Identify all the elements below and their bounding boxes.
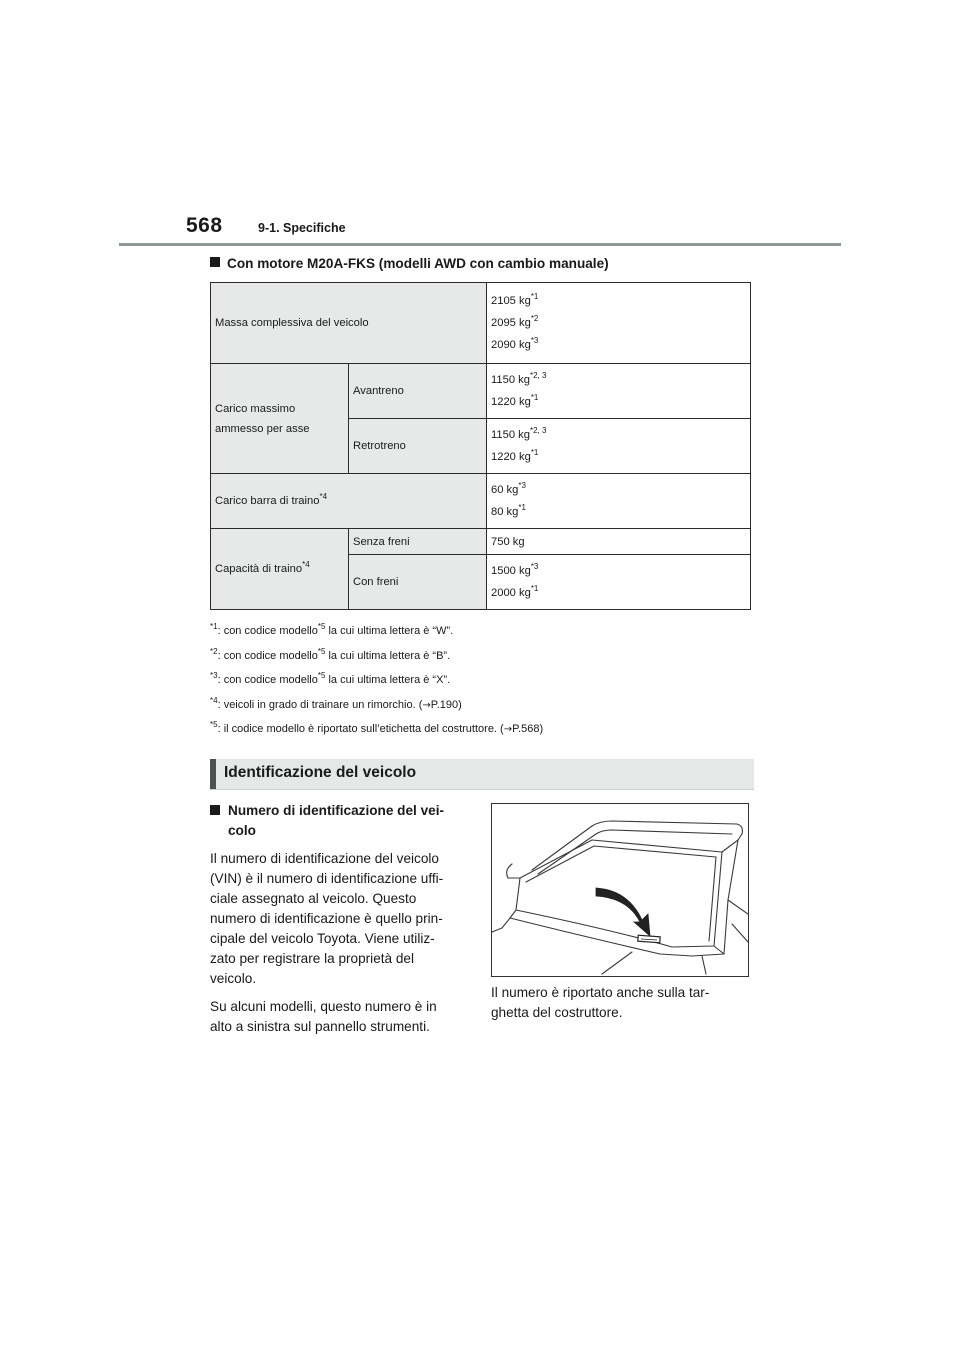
table-row bbox=[211, 283, 751, 364]
unbraked-value: 750 kg bbox=[487, 529, 751, 555]
page-number: 568 bbox=[186, 214, 223, 237]
page-reference-link[interactable]: P.190) bbox=[430, 698, 462, 711]
front-axle-label: Avantreno bbox=[349, 364, 487, 419]
value-line: 2000 kg$^{*1}$ bbox=[491, 584, 539, 599]
footnote: $^{*5}$: il codice modello è riportato sull’etichetta del costruttore. (→P.568) bbox=[210, 720, 544, 735]
spec-subheading bbox=[210, 256, 609, 271]
footnote: $^{*3}$: con codice modello$^{*5}$ la cui ultima lettera è “X”. bbox=[210, 671, 451, 686]
value-line: 2090 kg$^{*3}$ bbox=[491, 336, 539, 351]
tow-bar-values bbox=[487, 474, 751, 529]
gross-mass-label: Massa complessiva del veicolo bbox=[211, 283, 487, 364]
rear-axle-label: Retrotreno bbox=[349, 419, 487, 474]
vin-subheading: Numero di identificazione del vei- colo bbox=[210, 801, 470, 841]
value-line: 1500 kg$^{*3}$ bbox=[491, 562, 539, 577]
footnote: $^{*4}$: veicoli in grado di trainare un rimorchio. (→P.190) bbox=[210, 695, 462, 711]
page-reference-link[interactable]: P.568) bbox=[512, 723, 544, 735]
page-reference-arrow-icon: → bbox=[503, 724, 513, 735]
weights-table bbox=[210, 282, 751, 610]
vin-location-paragraph: Su alcuni modelli, questo numero è in alto a sinistra sul pannello strumenti. bbox=[210, 999, 437, 1034]
page-reference-arrow-icon: → bbox=[422, 699, 431, 711]
windshield-vin-illustration bbox=[491, 803, 749, 977]
value-line: 1150 kg$^{*2, 3}$ bbox=[491, 371, 547, 386]
table-row bbox=[211, 364, 751, 419]
section-title: Identificazione del veicolo bbox=[224, 764, 417, 781]
spec-subheading-text: Con motore M20A-FKS (modelli AWD con cambio manuale) bbox=[227, 256, 609, 271]
towing-capacity-label: Capacità di traino$^{*4}$ bbox=[211, 529, 349, 610]
figure-caption: Il numero è riportato anche sulla tar- ghetta del costruttore. bbox=[491, 985, 710, 1020]
section-header bbox=[210, 759, 754, 790]
gross-mass-values bbox=[487, 283, 751, 364]
unbraked-label: Senza freni bbox=[349, 529, 487, 555]
value-line: 1220 kg$^{*1}$ bbox=[491, 393, 539, 408]
table-row bbox=[211, 474, 751, 529]
rear-axle-values bbox=[487, 419, 751, 474]
braked-label: Con freni bbox=[349, 555, 487, 610]
value-line: 60 kg$^{*3}$ bbox=[491, 481, 526, 496]
table-row bbox=[211, 529, 751, 555]
value-line: 1150 kg$^{*2, 3}$ bbox=[491, 426, 547, 441]
front-axle-values bbox=[487, 364, 751, 419]
square-bullet-icon bbox=[210, 257, 220, 267]
windshield-illustration bbox=[492, 804, 748, 976]
header-divider bbox=[119, 243, 841, 246]
footnote: $^{*1}$: con codice modello$^{*5}$ la cui ultima lettera è “W”. bbox=[210, 622, 454, 637]
tow-bar-label: Carico barra di traino$^{*4}$ bbox=[211, 474, 487, 529]
vin-paragraph: Il numero di identificazione del veicolo (VIN) è il numero di identificazione uffi- ciale assegnato al veicolo. Questo numero di identificazione è quello prin- cipale del veicolo Toyota. Viene utiliz- zato per registrare la proprietà del veicolo. bbox=[210, 851, 444, 986]
chapter-title: 9-1. Specifiche bbox=[258, 221, 346, 235]
footnote: $^{*2}$: con codice modello$^{*5}$ la cui ultima lettera è “B”. bbox=[210, 646, 451, 662]
vin-text-column bbox=[210, 801, 470, 1037]
value-line: 1220 kg$^{*1}$ bbox=[491, 448, 539, 463]
value-line: 80 kg$^{*1}$ bbox=[491, 503, 526, 518]
value-line: 2095 kg$^{*2}$ bbox=[491, 314, 539, 329]
axle-load-label: Carico massimo ammesso per asse bbox=[211, 364, 349, 474]
footnotes bbox=[210, 619, 770, 742]
value-line: 2105 kg$^{*1}$ bbox=[491, 292, 539, 307]
section-accent-bar bbox=[210, 759, 216, 789]
braked-values bbox=[487, 555, 751, 610]
square-bullet-icon bbox=[210, 805, 220, 815]
